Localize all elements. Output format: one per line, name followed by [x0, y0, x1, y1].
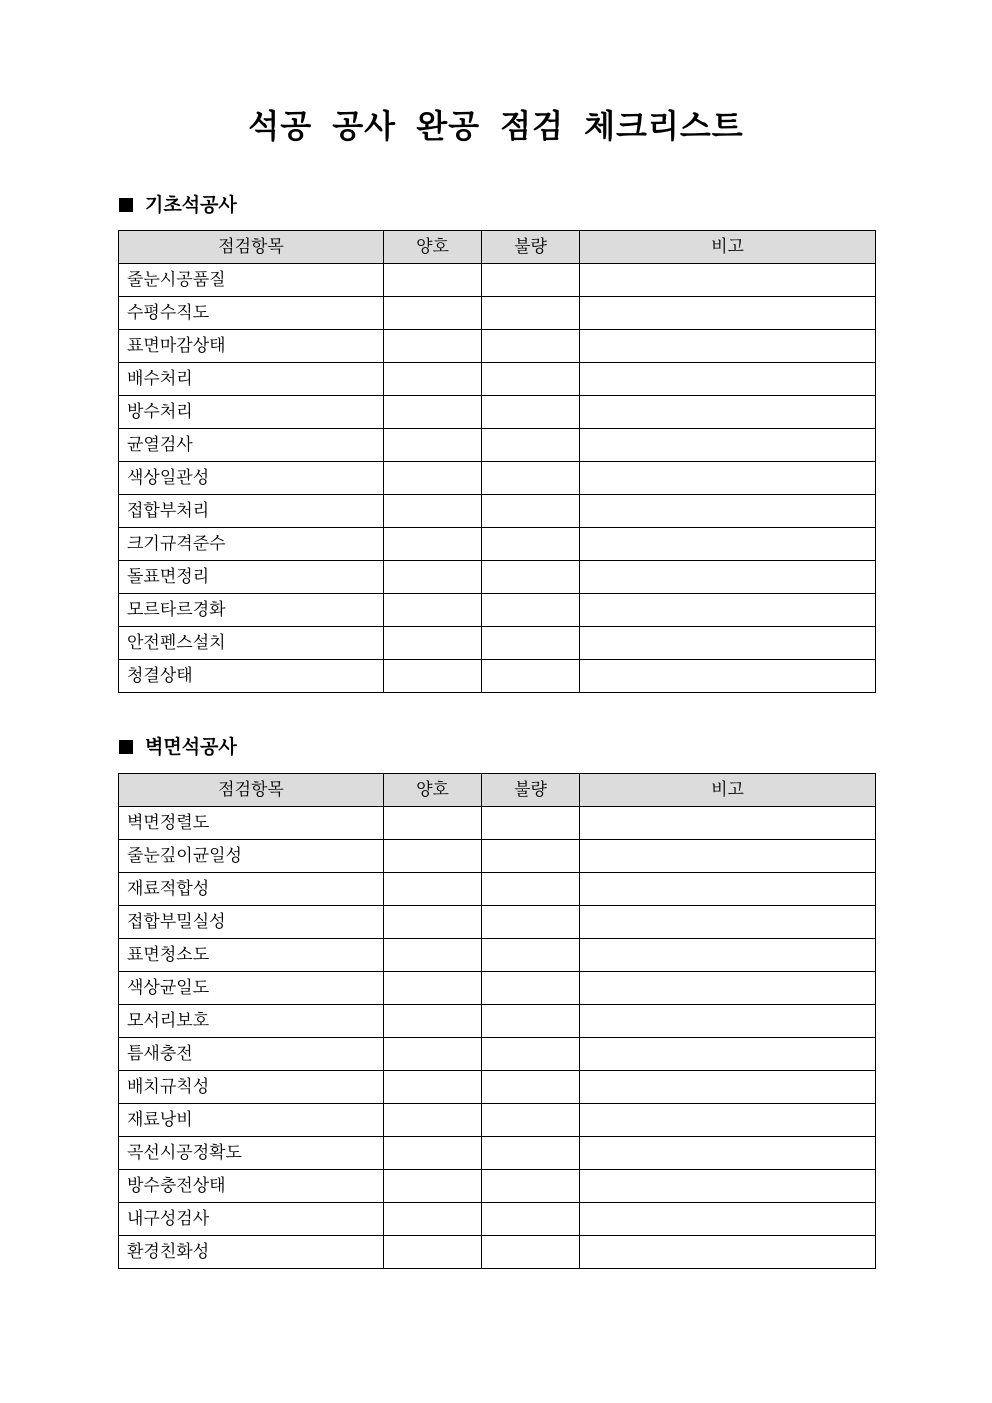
item-label: 모서리보호: [119, 1005, 384, 1038]
good-cell[interactable]: [384, 1104, 482, 1137]
item-label: 청결상태: [119, 660, 384, 693]
good-cell[interactable]: [384, 807, 482, 840]
table-row: [119, 1170, 876, 1203]
bad-cell[interactable]: [482, 561, 580, 594]
bad-cell[interactable]: [482, 807, 580, 840]
table-row: [119, 939, 876, 972]
bad-cell[interactable]: [482, 1170, 580, 1203]
bad-cell[interactable]: [482, 660, 580, 693]
bad-cell[interactable]: [482, 1038, 580, 1071]
note-cell[interactable]: [580, 1236, 876, 1269]
table-row: [119, 906, 876, 939]
note-cell[interactable]: [580, 939, 876, 972]
bad-cell[interactable]: [482, 297, 580, 330]
item-label: 방수충전상태: [119, 1170, 384, 1203]
good-cell[interactable]: [384, 363, 482, 396]
bad-cell[interactable]: [482, 840, 580, 873]
table-row: [119, 972, 876, 1005]
item-label: 재료낭비: [119, 1104, 384, 1137]
good-cell[interactable]: [384, 627, 482, 660]
table-row: [119, 840, 876, 873]
note-cell[interactable]: [580, 807, 876, 840]
bad-cell[interactable]: [482, 462, 580, 495]
bad-cell[interactable]: [482, 972, 580, 1005]
bad-cell[interactable]: [482, 939, 580, 972]
section-heading-label: 기초석공사: [145, 194, 237, 216]
item-label: 크기규격준수: [119, 528, 384, 561]
table-row: [119, 627, 876, 660]
good-cell[interactable]: [384, 429, 482, 462]
bad-cell[interactable]: [482, 330, 580, 363]
table-row: [119, 264, 876, 297]
document-title: 석공 공사 완공 점검 체크리스트: [248, 107, 744, 145]
table-row: [119, 1071, 876, 1104]
header-good: 양호: [384, 231, 482, 264]
good-cell[interactable]: [384, 594, 482, 627]
bad-cell[interactable]: [482, 1236, 580, 1269]
good-cell[interactable]: [384, 330, 482, 363]
note-cell[interactable]: [580, 264, 876, 297]
table-header-row: [119, 231, 876, 264]
note-cell[interactable]: [580, 462, 876, 495]
note-cell[interactable]: [580, 873, 876, 906]
note-cell[interactable]: [580, 495, 876, 528]
good-cell[interactable]: [384, 972, 482, 1005]
table-row: [119, 1104, 876, 1137]
note-cell[interactable]: [580, 1071, 876, 1104]
item-label: 재료적합성: [119, 873, 384, 906]
good-cell[interactable]: [384, 561, 482, 594]
table-row: [119, 297, 876, 330]
header-item: 점검항목: [119, 774, 384, 807]
item-label: 접합부처리: [119, 495, 384, 528]
table-row: [119, 495, 876, 528]
section-heading-foundation: [119, 192, 237, 218]
table-row: [119, 396, 876, 429]
item-label: 곡선시공정확도: [119, 1137, 384, 1170]
table-row: [119, 561, 876, 594]
item-label: 환경친화성: [119, 1236, 384, 1269]
section-heading-wall: [119, 734, 237, 760]
bad-cell[interactable]: [482, 1071, 580, 1104]
good-cell[interactable]: [384, 1005, 482, 1038]
table-row: [119, 1005, 876, 1038]
good-cell[interactable]: [384, 1137, 482, 1170]
good-cell[interactable]: [384, 840, 482, 873]
table-row: [119, 1203, 876, 1236]
note-cell[interactable]: [580, 972, 876, 1005]
item-label: 내구성검사: [119, 1203, 384, 1236]
note-cell[interactable]: [580, 330, 876, 363]
item-label: 수평수직도: [119, 297, 384, 330]
note-cell[interactable]: [580, 840, 876, 873]
bad-cell[interactable]: [482, 429, 580, 462]
bad-cell[interactable]: [482, 1104, 580, 1137]
note-cell[interactable]: [580, 396, 876, 429]
note-cell[interactable]: [580, 429, 876, 462]
bad-cell[interactable]: [482, 627, 580, 660]
note-cell[interactable]: [580, 627, 876, 660]
bad-cell[interactable]: [482, 1005, 580, 1038]
note-cell[interactable]: [580, 660, 876, 693]
note-cell[interactable]: [580, 363, 876, 396]
item-label: 틈새충전: [119, 1038, 384, 1071]
item-label: 모르타르경화: [119, 594, 384, 627]
bad-cell[interactable]: [482, 495, 580, 528]
table-row: [119, 594, 876, 627]
table-row: [119, 660, 876, 693]
item-label: 줄눈깊이균일성: [119, 840, 384, 873]
note-cell[interactable]: [580, 594, 876, 627]
bad-cell[interactable]: [482, 873, 580, 906]
good-cell[interactable]: [384, 264, 482, 297]
bad-cell[interactable]: [482, 396, 580, 429]
table-row: [119, 462, 876, 495]
item-label: 균열검사: [119, 429, 384, 462]
good-cell[interactable]: [384, 1071, 482, 1104]
good-cell[interactable]: [384, 396, 482, 429]
table-row: [119, 1137, 876, 1170]
item-label: 안전펜스설치: [119, 627, 384, 660]
bad-cell[interactable]: [482, 528, 580, 561]
good-cell[interactable]: [384, 528, 482, 561]
table-row: [119, 528, 876, 561]
table-row: [119, 1038, 876, 1071]
table-row: [119, 1236, 876, 1269]
bad-cell[interactable]: [482, 594, 580, 627]
good-cell[interactable]: [384, 1038, 482, 1071]
table-row: [119, 330, 876, 363]
note-cell[interactable]: [580, 1104, 876, 1137]
checklist-table-foundation: [118, 230, 876, 693]
item-label: 줄눈시공품질: [119, 264, 384, 297]
good-cell[interactable]: [384, 297, 482, 330]
bad-cell[interactable]: [482, 363, 580, 396]
note-cell[interactable]: [580, 1038, 876, 1071]
bad-cell[interactable]: [482, 906, 580, 939]
item-label: 표면청소도: [119, 939, 384, 972]
good-cell[interactable]: [384, 906, 482, 939]
header-bad: 불량: [482, 231, 580, 264]
table-row: [119, 363, 876, 396]
section-heading-label: 벽면석공사: [145, 736, 237, 758]
note-cell[interactable]: [580, 297, 876, 330]
table-row: [119, 873, 876, 906]
header-bad: 불량: [482, 774, 580, 807]
good-cell[interactable]: [384, 1203, 482, 1236]
black-square-icon: [119, 740, 133, 754]
good-cell[interactable]: [384, 939, 482, 972]
note-cell[interactable]: [580, 1203, 876, 1236]
note-cell[interactable]: [580, 561, 876, 594]
header-item: 점검항목: [119, 231, 384, 264]
good-cell[interactable]: [384, 462, 482, 495]
table-header-row: [119, 774, 876, 807]
good-cell[interactable]: [384, 660, 482, 693]
table-row: [119, 429, 876, 462]
bad-cell[interactable]: [482, 1203, 580, 1236]
item-label: 벽면정렬도: [119, 807, 384, 840]
good-cell[interactable]: [384, 1170, 482, 1203]
black-square-icon: [119, 198, 133, 212]
item-label: 배수처리: [119, 363, 384, 396]
note-cell[interactable]: [580, 528, 876, 561]
note-cell[interactable]: [580, 1170, 876, 1203]
header-note: 비고: [580, 231, 876, 264]
note-cell[interactable]: [580, 1137, 876, 1170]
note-cell[interactable]: [580, 906, 876, 939]
good-cell[interactable]: [384, 495, 482, 528]
item-label: 색상균일도: [119, 972, 384, 1005]
item-label: 배치규칙성: [119, 1071, 384, 1104]
item-label: 방수처리: [119, 396, 384, 429]
item-label: 돌표면정리: [119, 561, 384, 594]
bad-cell[interactable]: [482, 264, 580, 297]
good-cell[interactable]: [384, 1236, 482, 1269]
item-label: 색상일관성: [119, 462, 384, 495]
note-cell[interactable]: [580, 1005, 876, 1038]
good-cell[interactable]: [384, 873, 482, 906]
item-label: 표면마감상태: [119, 330, 384, 363]
bad-cell[interactable]: [482, 1137, 580, 1170]
table-row: [119, 807, 876, 840]
checklist-table-wall: [118, 773, 876, 1269]
header-note: 비고: [580, 774, 876, 807]
item-label: 접합부밀실성: [119, 906, 384, 939]
header-good: 양호: [384, 774, 482, 807]
